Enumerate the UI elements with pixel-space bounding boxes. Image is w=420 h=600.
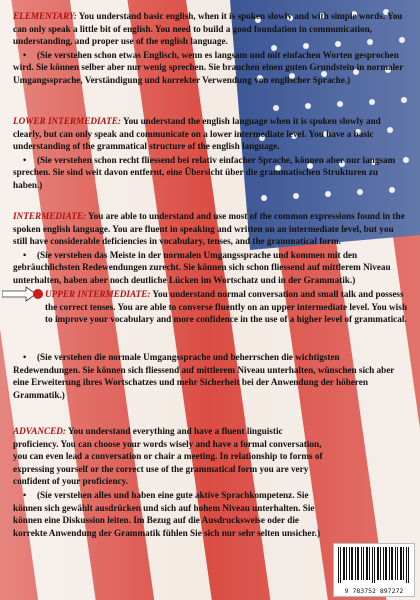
bullet-icon: • [23,49,27,60]
section-upper-intermediate-german [13,350,408,401]
section-elementary: ELEMENTARY: You understand basic english, when it is spoken slowly and with simple words. You can only speak a little bit of english. You need to build a good foundation in communication, understanding, and proper use of the english language. • (Sie verstehen schon etwas Englisch, wenn es langsam und mit einfachen Worten gesprochen wird. Sie können selber aber nur wenig sprechen. Sie brauchen einen guten Grundstein in normaler Umgangssprache, Verständigung und korrekter Verwendung von englischer Sprache.) [13,11,404,85]
english-description: You understand everything and have a fluent linguistic proficiency. You can choose your words wisely and have a formal conversation, you can even lead a conversation or chair a meeting. In relationship to forms of expressing yourself or the correct use of the grammatical form you are very confident of your proficiency. [13,426,323,487]
level-title: LOWER INTERMEDIATE [13,116,118,126]
level-title: INTERMEDIATE [13,211,83,221]
section-intermediate: INTERMEDIATE: You are able to understand and use most of the common expressions found in the spoken english language. You are fluent in speaking and written on an intermediate level, but you still have considerable deficiencies in vocabulary, tenses, and the grammatical form. • (Sie verstehen das Meiste in der normalen Umgangssprache und kommen mit den gebräuchlichsten Redewendungen zurecht. Sie können sich schon fliessend auf mittlerem Niveau unterhalten, haben aber noch deutliche Lücken im Wortschatz und in der Grammatik.) [13,211,405,285]
barcode-number: 9 783752 897272 [344,587,404,595]
level-title: ELEMENTARY [13,11,74,21]
level-title: UPPER INTERMEDIATE [45,289,148,299]
german-description: (Sie verstehen schon recht fliessend bei relativ einfacher Sprache, können aber nur langsam sprechen. Sie sind weit davon entfernt, eine Übersicht über die grammatischen Strukturen zu haben.) [13,154,396,190]
german-description: (Sie verstehen das Meiste in der normalen Umgangssprache und kommen mit den gebräuchlichsten Redewendungen zurecht. Sie können sich schon fliessend auf mittlerem Niveau unterhalten, haben aber noch deutliche Lücken im Wortschatz und in der Grammatik.) [13,249,391,285]
level-title: ADVANCED [13,426,63,436]
german-description: (Sie verstehen alles und haben eine gute aktive Sprachkompetenz. Sie können sich gewählt ausdrücken und sich auf hohem Niveau unterhalten. Sie können eine Diskussion leiten. Im Bezug auf die Ausdrucksweise oder die korrekte Anwendung der Grammatik fühlen Sie sich nur sehr selten unsicher.) [13,489,321,538]
section-lower-intermediate: LOWER INTERMEDIATE: You understand the english language when it is spoken slowly and clearly, but can only speak and communicate on a lower intermediate level. You have a basic understanding of the grammatical structure of the english language. • (Sie verstehen schon recht fliessend bei relativ einfacher Sprache, können aber nur langsam sprechen. Sie sind weit davon entfernt, eine Übersicht über die grammatischen Strukturen zu haben.) [13,116,396,190]
section-advanced: ADVANCED: You understand everything and have a fluent linguistic proficiency. You can choose your words wisely and have a formal conversation, you can even lead a conversation or chair a meeting. In relationship to forms of expressing yourself or the correct use of the grammatical form you are very confident of your proficiency. • (Sie verstehen alles und haben eine gute aktive Sprachkompetenz. Sie können sich gewählt ausdrücken und sich auf hohem Niveau unterhalten. Sie können eine Diskussion leiten. Im Bezug auf die Ausdrucksweise oder die korrekte Anwendung der Grammatik fühlen Sie sich nur sehr selten unsicher.) [13,426,323,538]
pointer-arrow-icon [2,286,44,302]
english-description: You understand the english language when it is spoken slowly and clearly, but can only speak and communicate on a lower intermediate level. You have a basic understanding of the grammatical structure of the english language. [13,116,381,152]
english-description: You understand normal conversation and small talk and possess the correct tenses. You are able to converse fluently on an upper intermediate level. You wish to improve your vocabulary and more confidence in the use of a higher level of grammatical. [45,289,407,325]
bullet-icon: • [23,154,27,165]
bullet-icon: • [23,489,27,500]
bullet-icon: • [23,352,27,362]
german-description: (Sie verstehen die normale Umgangssprache und beherrschen die wichtigsten Redewendungen. Sie können sich fliessend auf mittlerem Niveau unterhalten, wünschen sich aber eine Erweiterung ihres Wortschatzes und mehr Sicherheit bei der Anwendung der höheren Grammatik.) [13,352,395,400]
barcode-icon [334,544,414,586]
english-description: You are able to understand and use most of the common expressions found in the spoken english language. You are fluent in speaking and written on an intermediate level, but you still have considerable deficiencies in vocabulary, tenses, and the grammatical form. [13,211,405,247]
section-upper-intermediate: UPPER INTERMEDIATE: You understand normal conversation and small talk and possess the correct tenses. You are able to converse fluently on an upper intermediate level. You wish to improve your vocabulary and more confidence in the use of a higher level of grammatical. [45,289,407,325]
isbn-barcode [333,543,415,597]
english-description: You understand basic english, when it is spoken slowly and with simple words. You can only speak a little bit of english. You need to build a good foundation in communication, understanding, and proper use of the english language. [13,11,403,47]
bullet-icon: • [23,249,27,260]
german-description: (Sie verstehen schon etwas Englisch, wenn es langsam und mit einfachen Worten gesprochen wird. Sie können selber aber nur wenig sprechen. Sie brauchen einen guten Grundstein in normaler Umgangssprache, Verständigung und korrekter Verwendung von englischer Sprache.) [13,49,404,85]
